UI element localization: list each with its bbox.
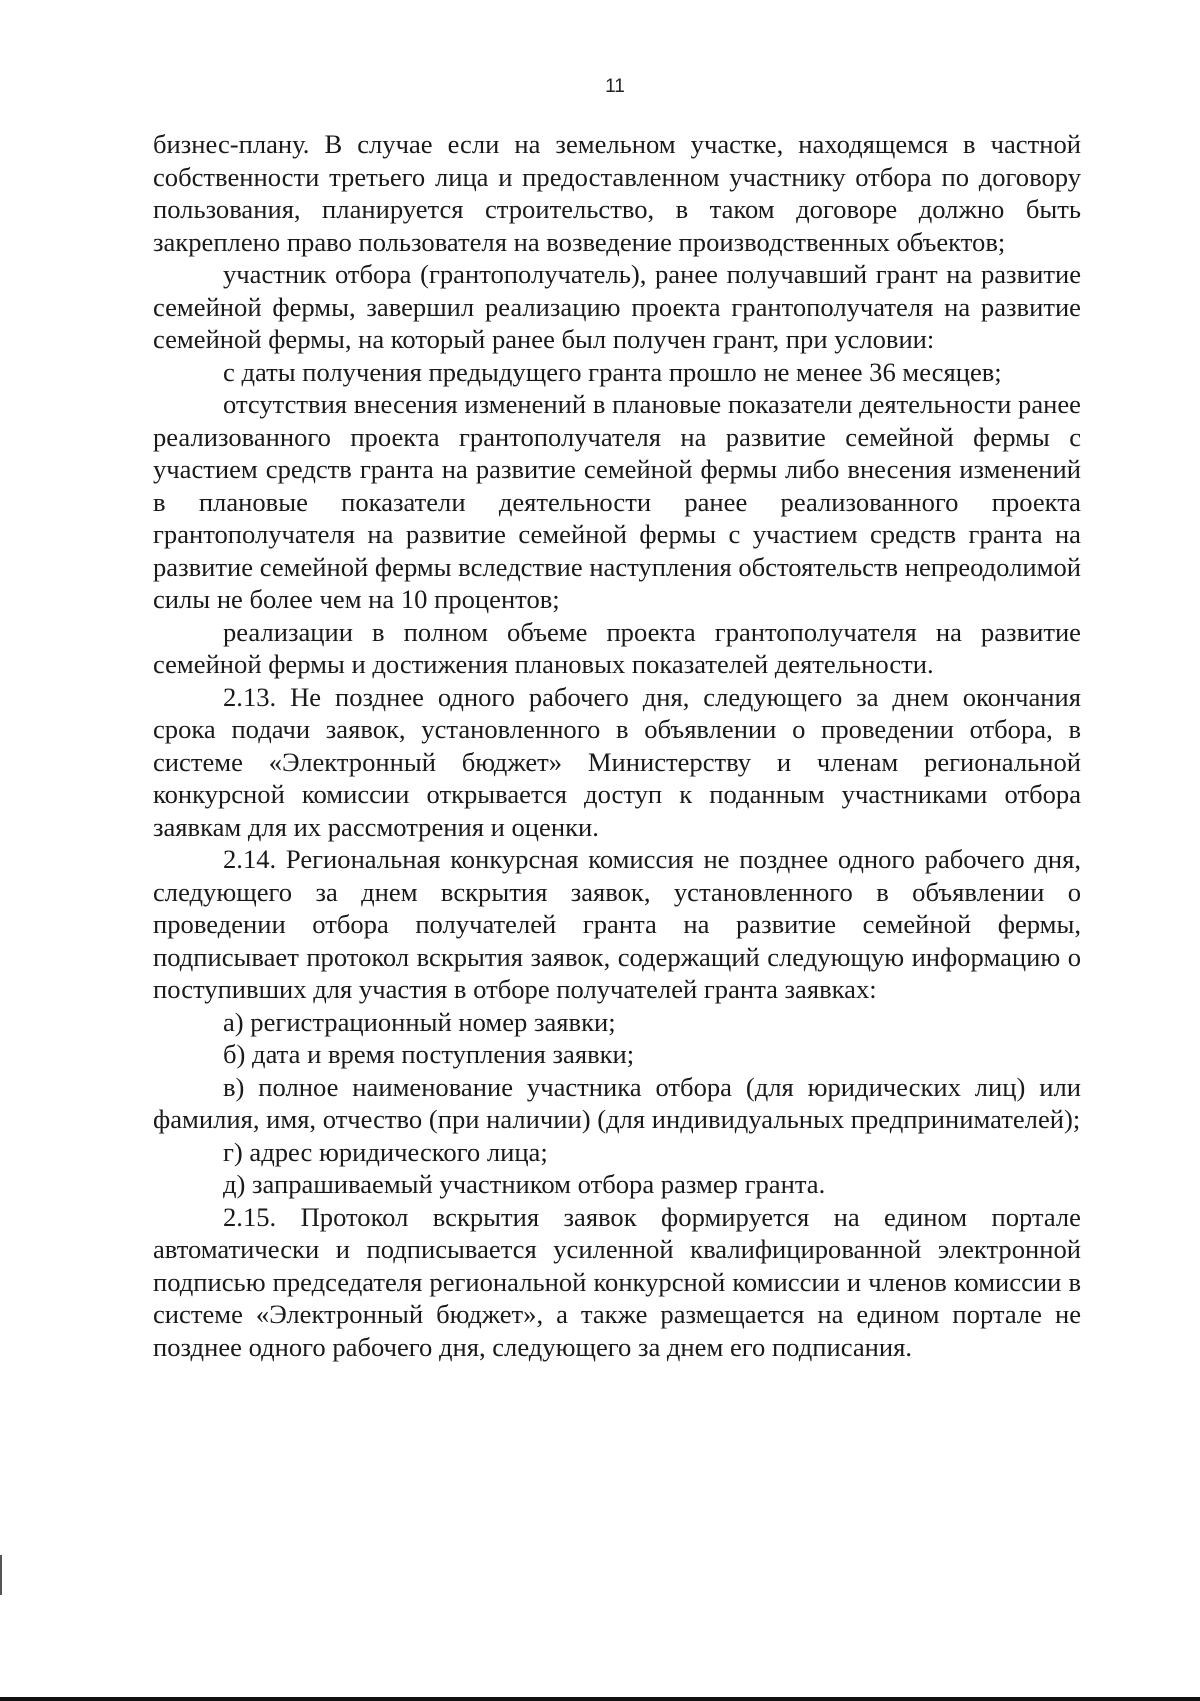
list-item-v: в) полное наименование участника отбора (для юридических лиц) или фамилия, имя, отчество (при наличии) (для индивидуальных предпринимателей); (153, 1071, 1081, 1134)
page-number: 11 (605, 76, 625, 97)
list-item-b: б) дата и время поступления заявки; (223, 1039, 635, 1069)
list-item-d: д) запрашиваемый участником отбора размер гранта. (223, 1169, 826, 1199)
list-item-a: а) регистрационный номер заявки; (223, 1006, 616, 1037)
scan-edge-mark (0, 1555, 2, 1595)
paragraph-7: 2.14. Региональная конкурсная комиссия не позднее одного рабочего дня, следующего за днем вскрытия заявок, установленного в объявлении о проведении отбора получателей гранта на развитие семейной фермы, подписывает протокол вскрытия заявок, содержащий следующую информацию о поступивших для участия в отборе получателей гранта заявках: (153, 844, 1081, 1004)
scan-bottom-edge (0, 1697, 1200, 1701)
paragraph-5: реализации в полном объеме проекта грантополучателя на развитие семейной фермы и достижения плановых показателей деятельности. (153, 616, 1081, 679)
paragraph-3: с даты получения предыдущего гранта прошло не менее 36 месяцев; (223, 356, 1002, 387)
paragraph-4: отсутствия внесения изменений в плановые показатели деятельности ранее реализованного проекта грантополучателя на развитие семейной фермы с участием средств гранта на развитие семейной фермы либо внесения изменений в плановые показатели деятельности ранее реализованного проекта грантополучателя на развитие семейной фермы с участием средств гранта на развитие семейной фермы вследствие наступления обстоятельств непреодолимой силы не более чем на 10 процентов; (153, 389, 1081, 614)
paragraph-1: бизнес-плану. В случае если на земельном участке, находящемся в частной собственности третьего лица и предоставленном участнику отбора по договору пользования, планируется строительство, в таком договоре должно быть закреплено право пользователя на возведение производственных объектов; (153, 129, 1081, 257)
paragraph-6: 2.13. Не позднее одного рабочего дня, следующего за днем окончания срока подачи заявок, установленного в объявлении о проведении отбора, в системе «Электронный бюджет» Министерству и членам региональной конкурсной комиссии открывается доступ к поданным участниками отбора заявкам для их рассмотрения и оценки. (153, 681, 1081, 842)
list-item-g: г) адрес юридического лица; (223, 1136, 548, 1167)
document-body (153, 128, 1081, 1363)
paragraph-8: 2.15. Протокол вскрытия заявок формируется на едином портале автоматически и подписывается усиленной квалифицированной электронной подписью председателя региональной конкурсной комиссии и членов комиссии в системе «Электронный бюджет», а также размещается на едином портале не позднее одного рабочего дня, следующего за днем его подписания. (153, 1201, 1081, 1362)
paragraph-2: участник отбора (грантополучатель), ранее получавший грант на развитие семейной фермы, завершил реализацию проекта грантополучателя на развитие семейной фермы, на который ранее был получен грант, при условии: (153, 259, 1081, 354)
